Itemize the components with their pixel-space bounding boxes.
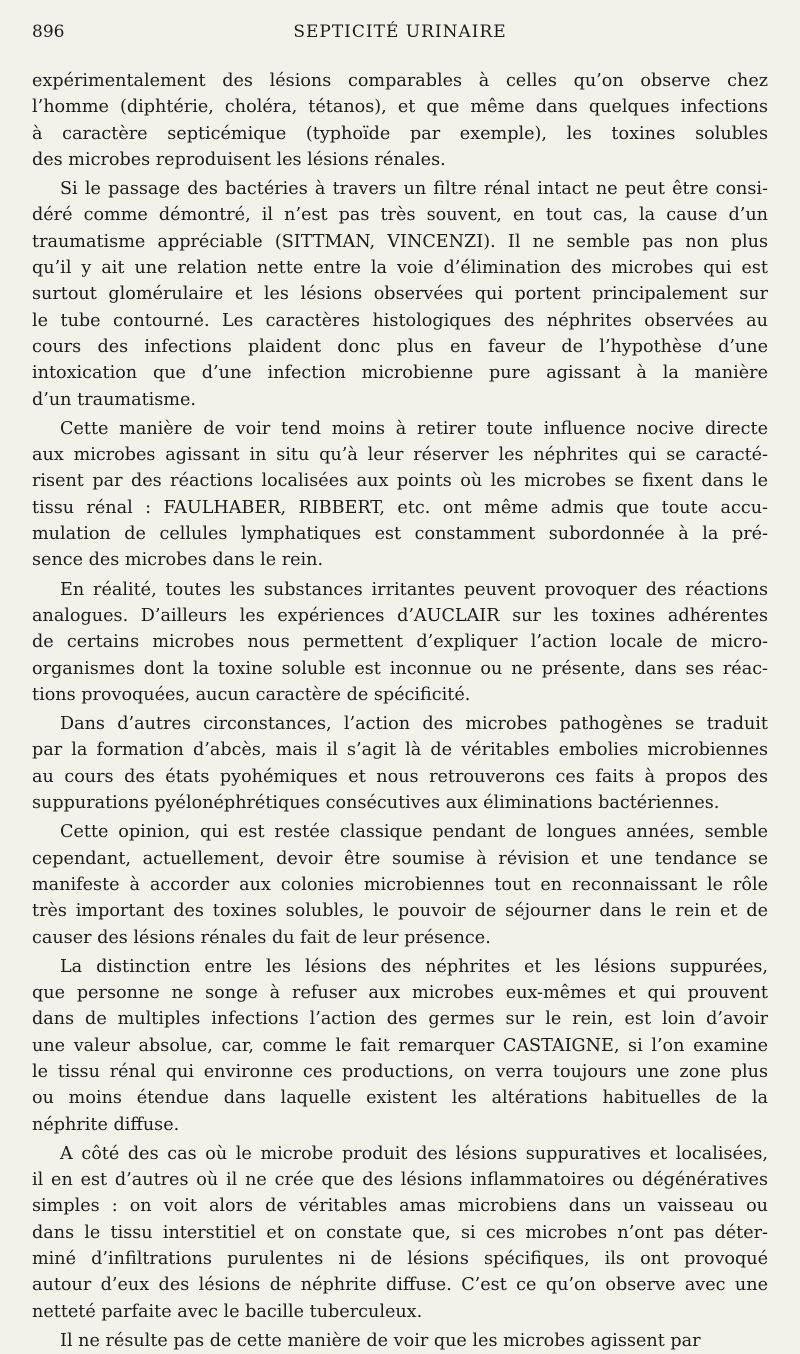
running-title: SEPTICITÉ URINAIRE <box>293 22 507 42</box>
text-line: traumatisme appréciable (SITTMAN, VINCENZI). Il ne semble pas non plus <box>32 231 768 252</box>
text-line: tissu rénal : FAULHABER, RIBBERT, etc. ont même admis que toute accu- <box>32 497 768 518</box>
text-line: des microbes reproduisent les lésions rénales. <box>32 149 446 170</box>
text-line: mulation de cellules lymphatiques est constamment subordonnée à la pré- <box>32 524 768 545</box>
text-line: autour d’eux des lésions de néphrite diffuse. C’est ce qu’on observe avec une <box>32 1275 768 1296</box>
text-line: Dans d’autres circonstances, l’action des microbes pathogènes se traduit <box>60 714 768 735</box>
text-line: par la formation d’abcès, mais il s’agit là de véritables embolies microbiennes <box>32 740 768 761</box>
text-line: Si le passage des bactéries à travers un filtre rénal intact ne peut être consi- <box>60 179 768 200</box>
text-line: miné d’infiltrations purulentes ni de lésions spécifiques, ils ont provoqué <box>32 1249 768 1270</box>
text-line: manifeste à accorder aux colonies microbiennes tout en reconnaissant le rôle <box>32 874 768 895</box>
text-line: causer des lésions rénales du fait de leur présence. <box>32 927 491 948</box>
text-line: Cette opinion, qui est restée classique pendant de longues années, semble <box>60 822 768 843</box>
text-line: d’un traumatisme. <box>32 389 196 410</box>
text-line: organismes dont la toxine soluble est inconnue ou ne présente, dans ses réac- <box>32 658 768 679</box>
text-line: surtout glomérulaire et les lésions observées qui portent principalement sur <box>32 284 768 305</box>
text-line: ou moins étendue dans laquelle existent les altérations habituelles de la <box>32 1088 768 1109</box>
text-line: l’homme (diphtérie, choléra, tétanos), et que même dans quelques infections <box>32 97 768 118</box>
text-line: netteté parfaite avec le bacille tuberculeux. <box>32 1301 423 1322</box>
paragraph <box>32 1328 768 1354</box>
text-line: à caractère septicémique (typhoïde par exemple), les toxines solubles <box>32 123 768 144</box>
text-line: En réalité, toutes les substances irritantes peuvent provoquer des réactions <box>60 579 768 600</box>
text-line: simples : on voit alors de véritables amas microbiens dans un vaisseau ou <box>32 1196 768 1217</box>
paragraph <box>32 1141 768 1325</box>
text-line: A côté des cas où le microbe produit des lésions suppuratives et localisées, <box>60 1143 768 1164</box>
text-line: néphrite diffuse. <box>32 1114 180 1135</box>
paragraph <box>32 416 768 574</box>
text-line: aux microbes agissant in situ qu’à leur réserver les néphrites qui se caracté- <box>32 445 768 466</box>
paragraph <box>32 711 768 816</box>
page-number: 896 <box>32 22 65 42</box>
text-line: déré comme démontré, il n’est pas très souvent, en tout cas, la cause d’un <box>32 205 768 226</box>
text-line: le tube contourné. Les caractères histologiques des néphrites observées au <box>32 310 768 331</box>
text-line: La distinction entre les lésions des néphrites et les lésions suppurées, <box>60 956 768 977</box>
text-line: cependant, actuellement, devoir être soumise à révision et une tendance se <box>32 848 768 869</box>
paragraph <box>32 176 768 413</box>
running-head <box>32 22 768 52</box>
text-line: que personne ne songe à refuser aux microbes eux-mêmes et qui prouvent <box>32 983 768 1004</box>
text-line: risent par des réactions localisées aux points où les microbes se fixent dans le <box>32 471 768 492</box>
text-line: le tissu rénal qui environne ces productions, on verra toujours une zone plus <box>32 1061 768 1082</box>
text-line: dans de multiples infections l’action des germes sur le rein, est loin d’avoir <box>32 1009 768 1030</box>
text-line: intoxication que d’une infection microbienne pure agissant à la manière <box>32 363 768 384</box>
text-line: très important des toxines solubles, le pouvoir de séjourner dans le rein et de <box>32 901 768 922</box>
text-line: analogues. D’ailleurs les expériences d’AUCLAIR sur les toxines adhérentes <box>32 605 768 626</box>
paragraph <box>32 68 768 173</box>
paragraph <box>32 954 768 1138</box>
text-line: dans le tissu interstitiel et on constate que, si ces microbes n’ont pas déter- <box>32 1222 768 1243</box>
paragraph <box>32 577 768 708</box>
text-line: suppurations pyélonéphrétiques consécutives aux éliminations bactériennes. <box>32 793 720 814</box>
text-line: expérimentalement des lésions comparables à celles qu’on observe chez <box>32 71 768 91</box>
text-line: qu’il y ait une relation nette entre la voie d’élimination des microbes qui est <box>32 258 768 279</box>
text-line: tions provoquées, aucun caractère de spécificité. <box>32 684 471 705</box>
text-line: Cette manière de voir tend moins à retirer toute influence nocive directe <box>60 418 768 439</box>
text-line: il en est d’autres où il ne crée que des lésions inflammatoires ou dégénératives <box>32 1170 768 1191</box>
text-line: sence des microbes dans le rein. <box>32 550 324 571</box>
paragraph <box>32 819 768 950</box>
text-line: Il ne résulte pas de cette manière de voir que les microbes agissent par <box>60 1330 701 1351</box>
text-line: une valeur absolue, car, comme le fait remarquer CASTAIGNE, si l’on examine <box>32 1035 768 1056</box>
body-text <box>32 68 768 1354</box>
text-line: de certains microbes nous permettent d’expliquer l’action locale de micro- <box>32 632 768 653</box>
text-line: au cours des états pyohémiques et nous retrouverons ces faits à propos des <box>32 766 768 787</box>
text-line: cours des infections plaident donc plus en faveur de l’hypothèse d’une <box>32 336 768 357</box>
